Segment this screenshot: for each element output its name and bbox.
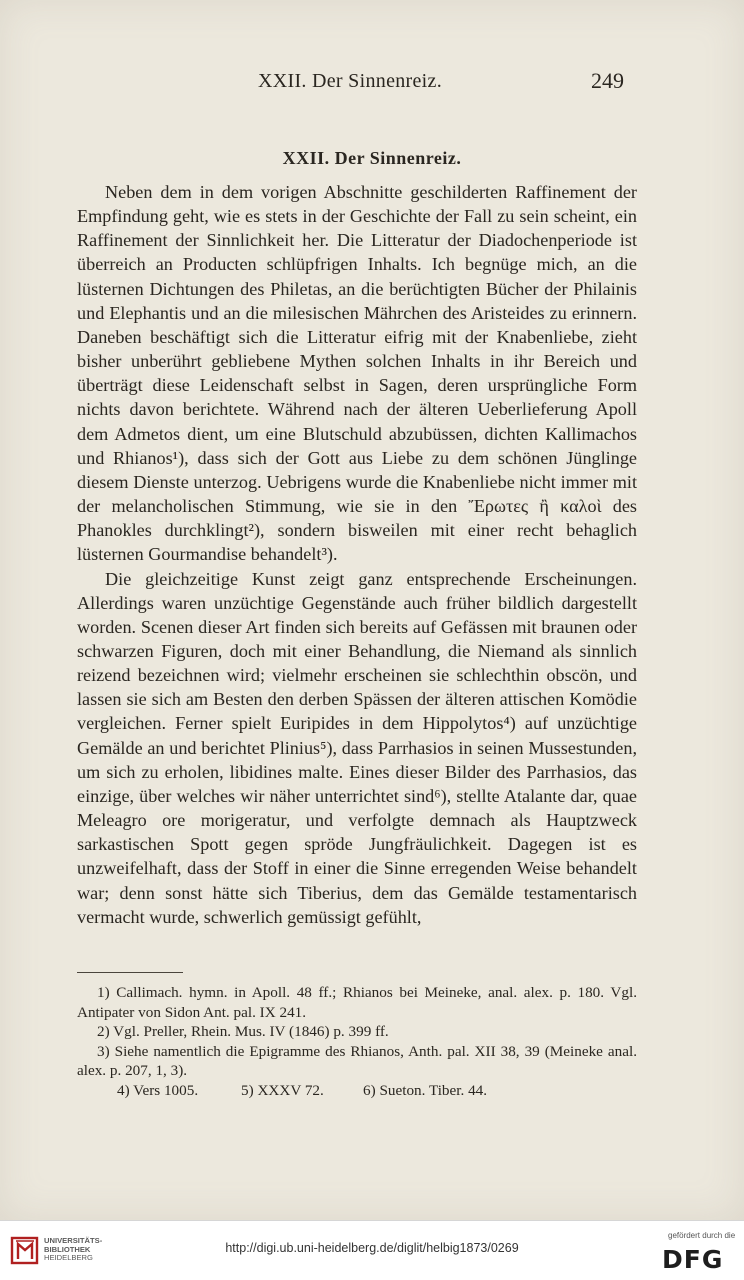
funding-note: gefördert durch die <box>668 1231 736 1240</box>
viewer-footer <box>0 1220 744 1280</box>
source-url-link[interactable]: http://digi.ub.uni-heidelberg.de/diglit/helbig1873/0269 <box>225 1241 519 1255</box>
page-number: 249 <box>591 68 624 93</box>
body-text <box>77 180 637 929</box>
paragraph: Die gleichzeitige Kunst zeigt ganz entsprechende Erscheinungen. Allerdings waren unzüchtige Gegenstände auch früher bildlich dargestellt worden. Scenen dieser Art finden sich bereits auf Gefässen mit braunen oder schwarzen Figuren, doch mit einer Behandlung, die Niemand als sinnlich reizend bezeichnen wird; vielmehr erscheinen sie schlechthin obscön, und lassen sie sich am Besten den derben Spässen der älteren attischen Komödie vergleichen. Ferner spielt Euripides in dem Hippolytos⁴) auf unzüchtige Gemälde an und berichtet Plinius⁵), dass Parrhasios in seinen Mussestunden, um sich zu erholen, libidines malte. Eines dieser Bilder des Parrhasios, das einzige, über welches wir näher unterrichtet sind⁶), stellte Atalante dar, quae Meleagro ore morigeratur, und verfolgte demnach als Hauptzweck sarkastischen Spott gegen spröde Jungfräulichkeit. Dagegen ist es unzweifelhaft, dass der Stoff in einer die Sinne erregenden Weise behandelt war; denn sonst hätte sich Tiberius, dem das Gemälde testamentarisch vermacht wurde, schwerlich gemüssigt gefühlt, <box>77 568 637 927</box>
footnote: 5) XXXV 72. <box>241 1081 324 1099</box>
running-title: XXII. Der Sinnenreiz. <box>258 70 443 92</box>
library-name: UNIVERSITÄTS- BIBLIOTHEK HEIDELBERG <box>44 1236 103 1263</box>
dfg-logo-icon[interactable]: DFG <box>662 1245 724 1274</box>
footnote-divider <box>77 972 183 973</box>
paragraph: Neben dem in dem vorigen Abschnitte geschilderten Raffinement der Empfindung geht, wie es stets in der Geschichte der Fall zu sein scheint, ein Raffinement der Sinnlichkeit her. Die Litteratur der Diadochenperiode ist überreich an Producten schlüpfrigen Inhalts. Ich begnüge mich, an die lüsternen Dichtungen des Philetas, an die berüchtigten Bücher der Philainis und Elephantis und an die milesischen Mährchen des Aristeides zu erinnern. Daneben beschäftigt sich die Litteratur eifrig mit der Knabenliebe, zieht bisher unberührt gebliebene Mythen solchen Inhalts in ihr Bereich und überträgt diese Leidenschaft selbst in Sagen, deren ursprüngliche Form nichts davon berichtete. Während nach der älteren Ueberlieferung Apoll dem Admetos dient, um eine Blutschuld abzubüssen, dichten Kallimachos und Rhianos¹), dass sich der Gott aus Liebe zu dem schönen Jünglinge diesem Dienste unterzog. Uebrigens wurde die Knabenliebe nicht immer mit der melancholischen Stimmung, wie sie in den Ἔρωτες ἢ καλοὶ des Phanokles durchklingt²), sondern bisweilen mit einer recht behaglich lüsternen Gourmandise behandelt³). <box>77 182 637 565</box>
footnote: 3) Siehe namentlich die Epigramme des Rhianos, Anth. pal. XII 38, 39 (Meineke anal. alex. p. 207, 1, 3). <box>77 1042 637 1080</box>
footnotes <box>77 983 637 1101</box>
footnote: 4) Vers 1005. <box>117 1081 199 1099</box>
footnote: 6) Sueton. Tiber. 44. <box>363 1081 488 1099</box>
footnote: 2) Vgl. Preller, Rhein. Mus. IV (1846) p. 399 ff. <box>97 1023 389 1041</box>
page-header <box>0 62 744 96</box>
footnote-row <box>77 1081 637 1101</box>
chapter-heading: XXII. Der Sinnenreiz. <box>282 148 462 168</box>
footnote: 1) Callimach. hymn. in Apoll. 48 ff.; Rhianos bei Meineke, anal. alex. p. 180. Vgl. Antipater von Sidon Ant. pal. IX 241. <box>77 984 637 1021</box>
